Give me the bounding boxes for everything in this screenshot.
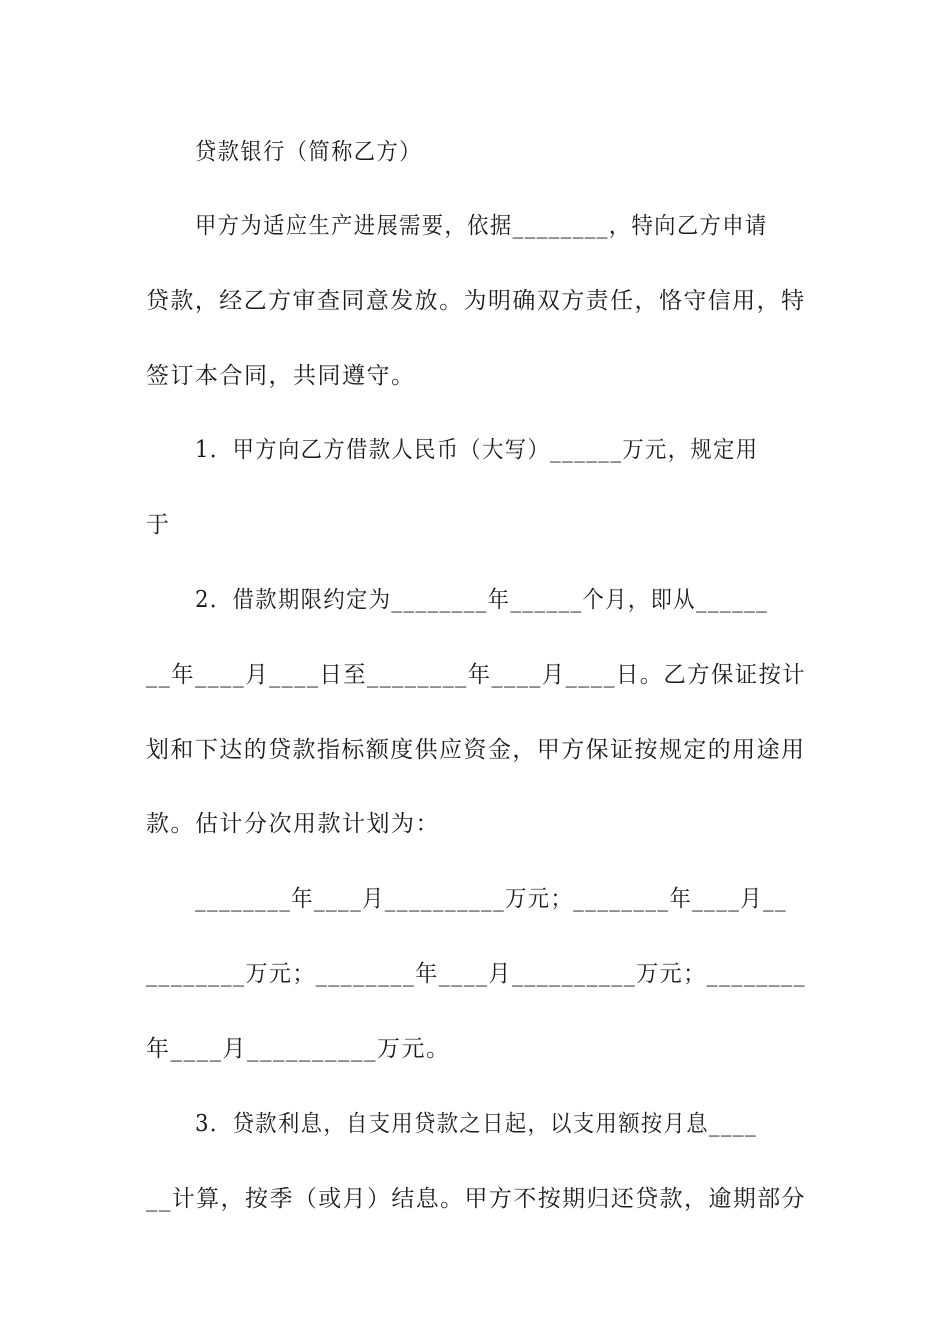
clause-2-line-1: 2．借款期限约定为________年______个月，即从______	[195, 587, 769, 613]
lender-party-line: 贷款银行（简称乙方）	[195, 139, 422, 165]
clause-2-line-2: __年____月____日至________年____月____日。乙方保证按计	[146, 662, 806, 688]
clause-3-line-1: 3．贷款利息，自支用贷款之日起，以支用额按月息____	[195, 1111, 758, 1137]
schedule-line-3: 年____月__________万元。	[146, 1036, 451, 1062]
clause-2-line-3: 划和下达的贷款指标额度供应资金，甲方保证按规定的用途用	[146, 737, 806, 763]
preamble-line-2: 贷款，经乙方审查同意发放。为明确双方责任，恪守信用，特	[146, 288, 806, 314]
schedule-line-1: ________年____月__________万元；________年____月__	[195, 886, 788, 912]
preamble-line-1: 甲方为适应生产进展需要，依据________，特向乙方申请	[195, 213, 768, 239]
clause-1-line-2: 于	[146, 512, 171, 538]
preamble-line-3: 签订本合同，共同遵守。	[146, 363, 416, 389]
clause-2-line-4: 款。估计分次用款计划为：	[146, 811, 440, 837]
clause-3-line-2: __计算，按季（或月）结息。甲方不按期归还贷款，逾期部分	[146, 1186, 806, 1212]
clause-1-line-1: 1．甲方向乙方借款人民币（大写）______万元，规定用	[195, 437, 759, 463]
schedule-line-2: ________万元；________年____月__________万元；________	[146, 961, 806, 987]
